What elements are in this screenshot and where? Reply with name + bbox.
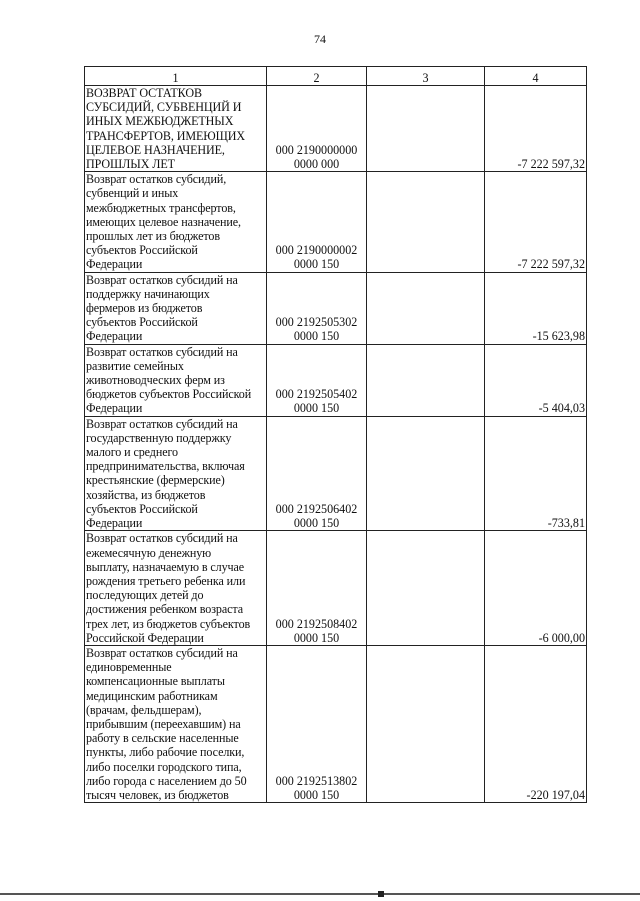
description-line: бюджетов субъектов Российской — [86, 387, 252, 402]
code-line: 0000 000 — [293, 157, 340, 172]
code-line: 0000 150 — [293, 516, 340, 531]
code-line: 0000 150 — [293, 329, 340, 344]
header-col-3: 3 — [367, 67, 485, 86]
description-line: хозяйства, из бюджетов — [86, 487, 206, 502]
code-line: 000 2192505302 — [275, 315, 358, 330]
description-line: Российской Федерации — [86, 630, 204, 645]
description-line: ЦЕЛЕВОЕ НАЗНАЧЕНИЕ, — [86, 142, 225, 157]
header-col-2: 2 — [267, 67, 367, 86]
table-row — [85, 172, 587, 272]
row-amount: -6 000,00 — [485, 531, 587, 646]
header-row — [85, 67, 587, 86]
description-line: рождения третьего ребенка или — [86, 573, 246, 588]
code-line: 000 2190000000 — [275, 142, 358, 157]
description-line: фермеров из бюджетов — [86, 301, 203, 316]
description-line: работу в сельские населенные — [86, 731, 239, 746]
table-row — [85, 531, 587, 646]
row-budget-code — [267, 272, 367, 344]
row-budget-code — [267, 86, 367, 172]
description-line: достижения ребенком возраста — [86, 602, 243, 617]
description-line: ИНЫХ МЕЖБЮДЖЕТНЫХ — [86, 114, 234, 129]
row-description — [85, 531, 267, 646]
row-col-3 — [367, 272, 485, 344]
description-line: прошлых лет из бюджетов — [86, 229, 220, 244]
description-line: развитие семейных — [86, 358, 184, 373]
row-description — [85, 86, 267, 172]
description-line: Федерации — [86, 329, 143, 344]
description-line: СУБСИДИЙ, СУБВЕНЦИЙ И — [86, 100, 242, 115]
row-col-3 — [367, 645, 485, 802]
row-amount: -7 222 597,32 — [485, 172, 587, 272]
row-col-3 — [367, 531, 485, 646]
budget-table — [84, 66, 587, 803]
description-line: тысяч человек, из бюджетов — [86, 787, 229, 802]
description-line: межбюджетных трансфертов, — [86, 200, 236, 215]
description-line: выплату, назначаемую в случае — [86, 559, 245, 574]
description-line: субвенций и иных — [86, 186, 179, 201]
row-col-3 — [367, 86, 485, 172]
page-bottom-mark — [378, 891, 384, 897]
description-line: трех лет, из бюджетов субъектов — [86, 616, 251, 631]
table-row — [85, 86, 587, 172]
row-description — [85, 416, 267, 531]
description-line: субъектов Российской — [86, 501, 198, 516]
description-line: пункты, либо рабочие поселки, — [86, 745, 245, 760]
description-line: имеющих целевое назначение, — [86, 214, 241, 229]
row-amount: -5 404,03 — [485, 344, 587, 416]
table-row — [85, 272, 587, 344]
code-line: 000 2192505402 — [275, 387, 358, 402]
header-col-1: 1 — [85, 67, 267, 86]
code-line: 000 2192513802 — [275, 773, 358, 788]
description-line: Возврат остатков субсидий на — [86, 645, 238, 660]
description-line: компенсационные выплаты — [86, 674, 225, 689]
row-description — [85, 172, 267, 272]
table-row — [85, 416, 587, 531]
description-line: малого и среднего — [86, 445, 178, 460]
description-line: Возврат остатков субсидий на — [86, 272, 238, 287]
description-line: предпринимательства, включая — [86, 459, 245, 474]
code-line: 000 2192508402 — [275, 616, 358, 631]
row-amount: -733,81 — [485, 416, 587, 531]
description-line: ежемесячную денежную — [86, 545, 212, 560]
description-line: Федерации — [86, 401, 143, 416]
code-line: 000 2192506402 — [275, 501, 358, 516]
description-line: поддержку начинающих — [86, 286, 210, 301]
row-description — [85, 272, 267, 344]
row-amount: -15 623,98 — [485, 272, 587, 344]
row-col-3 — [367, 172, 485, 272]
code-line: 0000 150 — [293, 401, 340, 416]
row-budget-code — [267, 531, 367, 646]
description-line: субъектов Российской — [86, 243, 198, 258]
code-line: 000 2190000002 — [275, 243, 358, 258]
row-col-3 — [367, 344, 485, 416]
description-line: Федерации — [86, 516, 143, 531]
code-line: 0000 150 — [293, 787, 340, 802]
table-body — [85, 86, 587, 803]
description-line: либо города с населением до 50 — [86, 773, 247, 788]
description-line: ВОЗВРАТ ОСТАТКОВ — [86, 86, 202, 100]
row-description — [85, 645, 267, 802]
description-line: субъектов Российской — [86, 315, 198, 330]
header-col-4: 4 — [485, 67, 587, 86]
description-line: прибывшим (переехавшим) на — [86, 716, 241, 731]
description-line: ТРАНСФЕРТОВ, ИМЕЮЩИХ — [86, 128, 245, 143]
row-amount: -7 222 597,32 — [485, 86, 587, 172]
description-line: государственную поддержку — [86, 430, 232, 445]
row-budget-code — [267, 416, 367, 531]
table-row — [85, 645, 587, 802]
description-line: (врачам, фельдшерам), — [86, 702, 202, 717]
code-line: 0000 150 — [293, 257, 340, 272]
description-line: последующих детей до — [86, 588, 204, 603]
description-line: медицинским работникам — [86, 688, 218, 703]
description-line: животноводческих ферм из — [86, 373, 225, 388]
row-budget-code — [267, 645, 367, 802]
description-line: Возврат остатков субсидий, — [86, 172, 227, 187]
table-row — [85, 344, 587, 416]
row-description — [85, 344, 267, 416]
row-budget-code — [267, 172, 367, 272]
description-line: ПРОШЛЫХ ЛЕТ — [86, 157, 175, 172]
page-number: 74 — [314, 32, 326, 46]
page-bottom-rule — [0, 893, 640, 895]
code-line: 0000 150 — [293, 630, 340, 645]
row-budget-code — [267, 344, 367, 416]
description-line: Возврат остатков субсидий на — [86, 344, 238, 359]
description-line: единовременные — [86, 660, 172, 675]
description-line: Возврат остатков субсидий на — [86, 416, 238, 431]
description-line: крестьянские (фермерские) — [86, 473, 225, 488]
description-line: Федерации — [86, 257, 143, 272]
description-line: Возврат остатков субсидий на — [86, 531, 238, 546]
row-col-3 — [367, 416, 485, 531]
row-amount: -220 197,04 — [485, 645, 587, 802]
description-line: либо поселки городского типа, — [86, 759, 242, 774]
